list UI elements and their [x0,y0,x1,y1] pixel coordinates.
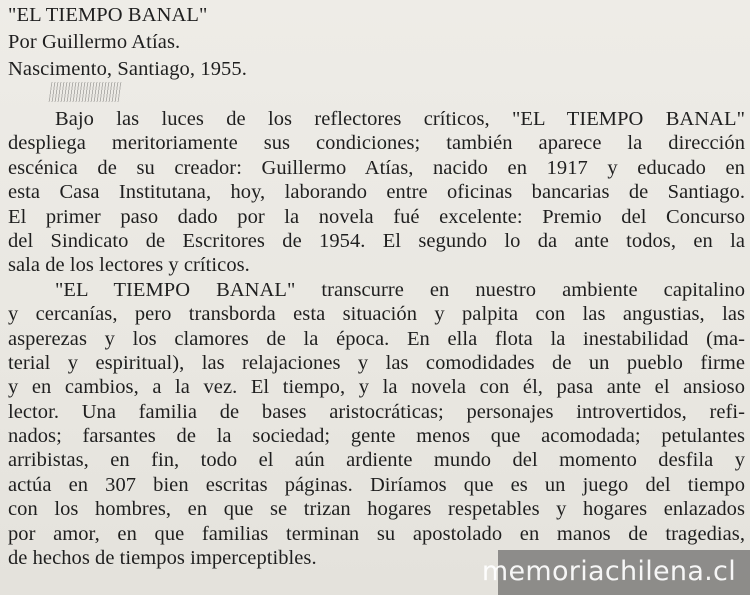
text-line: y cercanías, pero transborda esta situación y palpita con las angustias, las [8,303,745,326]
text-line: de hechos de tiempos imperceptibles. [8,547,317,570]
book-author: Por Guillermo Atías. [8,31,181,53]
book-header [8,2,408,83]
text-line: por amor, en que familias terminan su apostolado en manos de tragedias, [8,522,745,545]
book-publisher: Nascimento, Santiago, 1955. [8,58,247,80]
text-line: despliega meritoriamente sus condiciones; también aparece la dirección [8,132,745,155]
book-title: "EL TIEMPO BANAL" [8,4,208,26]
text-line: El primer paso dado por la novela fué excelente: Premio del Concurso [8,205,745,228]
text-line: sala de los lectores y críticos. [8,254,250,277]
text-line: arribistas, en fin, todo el aún ardiente mundo del momento desfila y [8,449,745,472]
text-line: lector. Una familia de bases aristocráticas; personajes introvertidos, refi- [8,400,745,423]
text-line: con los hombres, en que se trizan hogares respetables y hogares enlazados [8,498,745,521]
text-line: del Sindicato de Escritores de 1954. El segundo lo da ante todos, en la [8,229,745,252]
text-line: Bajo las luces de los reflectores críticos, "EL TIEMPO BANAL" [55,108,745,130]
text-line: esta Casa Institutana, hoy, laborando entre oficinas bancarias de Santiago. [8,181,745,204]
watermark-text: memoriachilena.cl [481,556,736,587]
watermark-banner [481,550,750,595]
text-line: terial y espiritual), las relajaciones y las comodidades de un pueblo firme [8,351,745,374]
review-body [8,107,745,570]
text-line: y en cambios, a la vez. El tiempo, y la novela con él, pasa ante el ansioso [8,376,745,399]
text-line: "EL TIEMPO BANAL" transcurre en nuestro ambiente capitalino [55,278,745,301]
text-line: actúa en 307 bien escritas páginas. Diríamos que es un juego del tiempo [8,473,745,496]
ink-stamp-mark [49,82,122,102]
text-line: escénica de su creador: Guillermo Atías, nacido en 1917 y educado en [8,156,745,179]
text-line: asperezas y los clamores de la época. En ella flota la inestabilidad (ma- [8,327,745,350]
text-line: nados; farsantes de la sociedad; gente menos que acomodada; petulantes [8,425,745,448]
